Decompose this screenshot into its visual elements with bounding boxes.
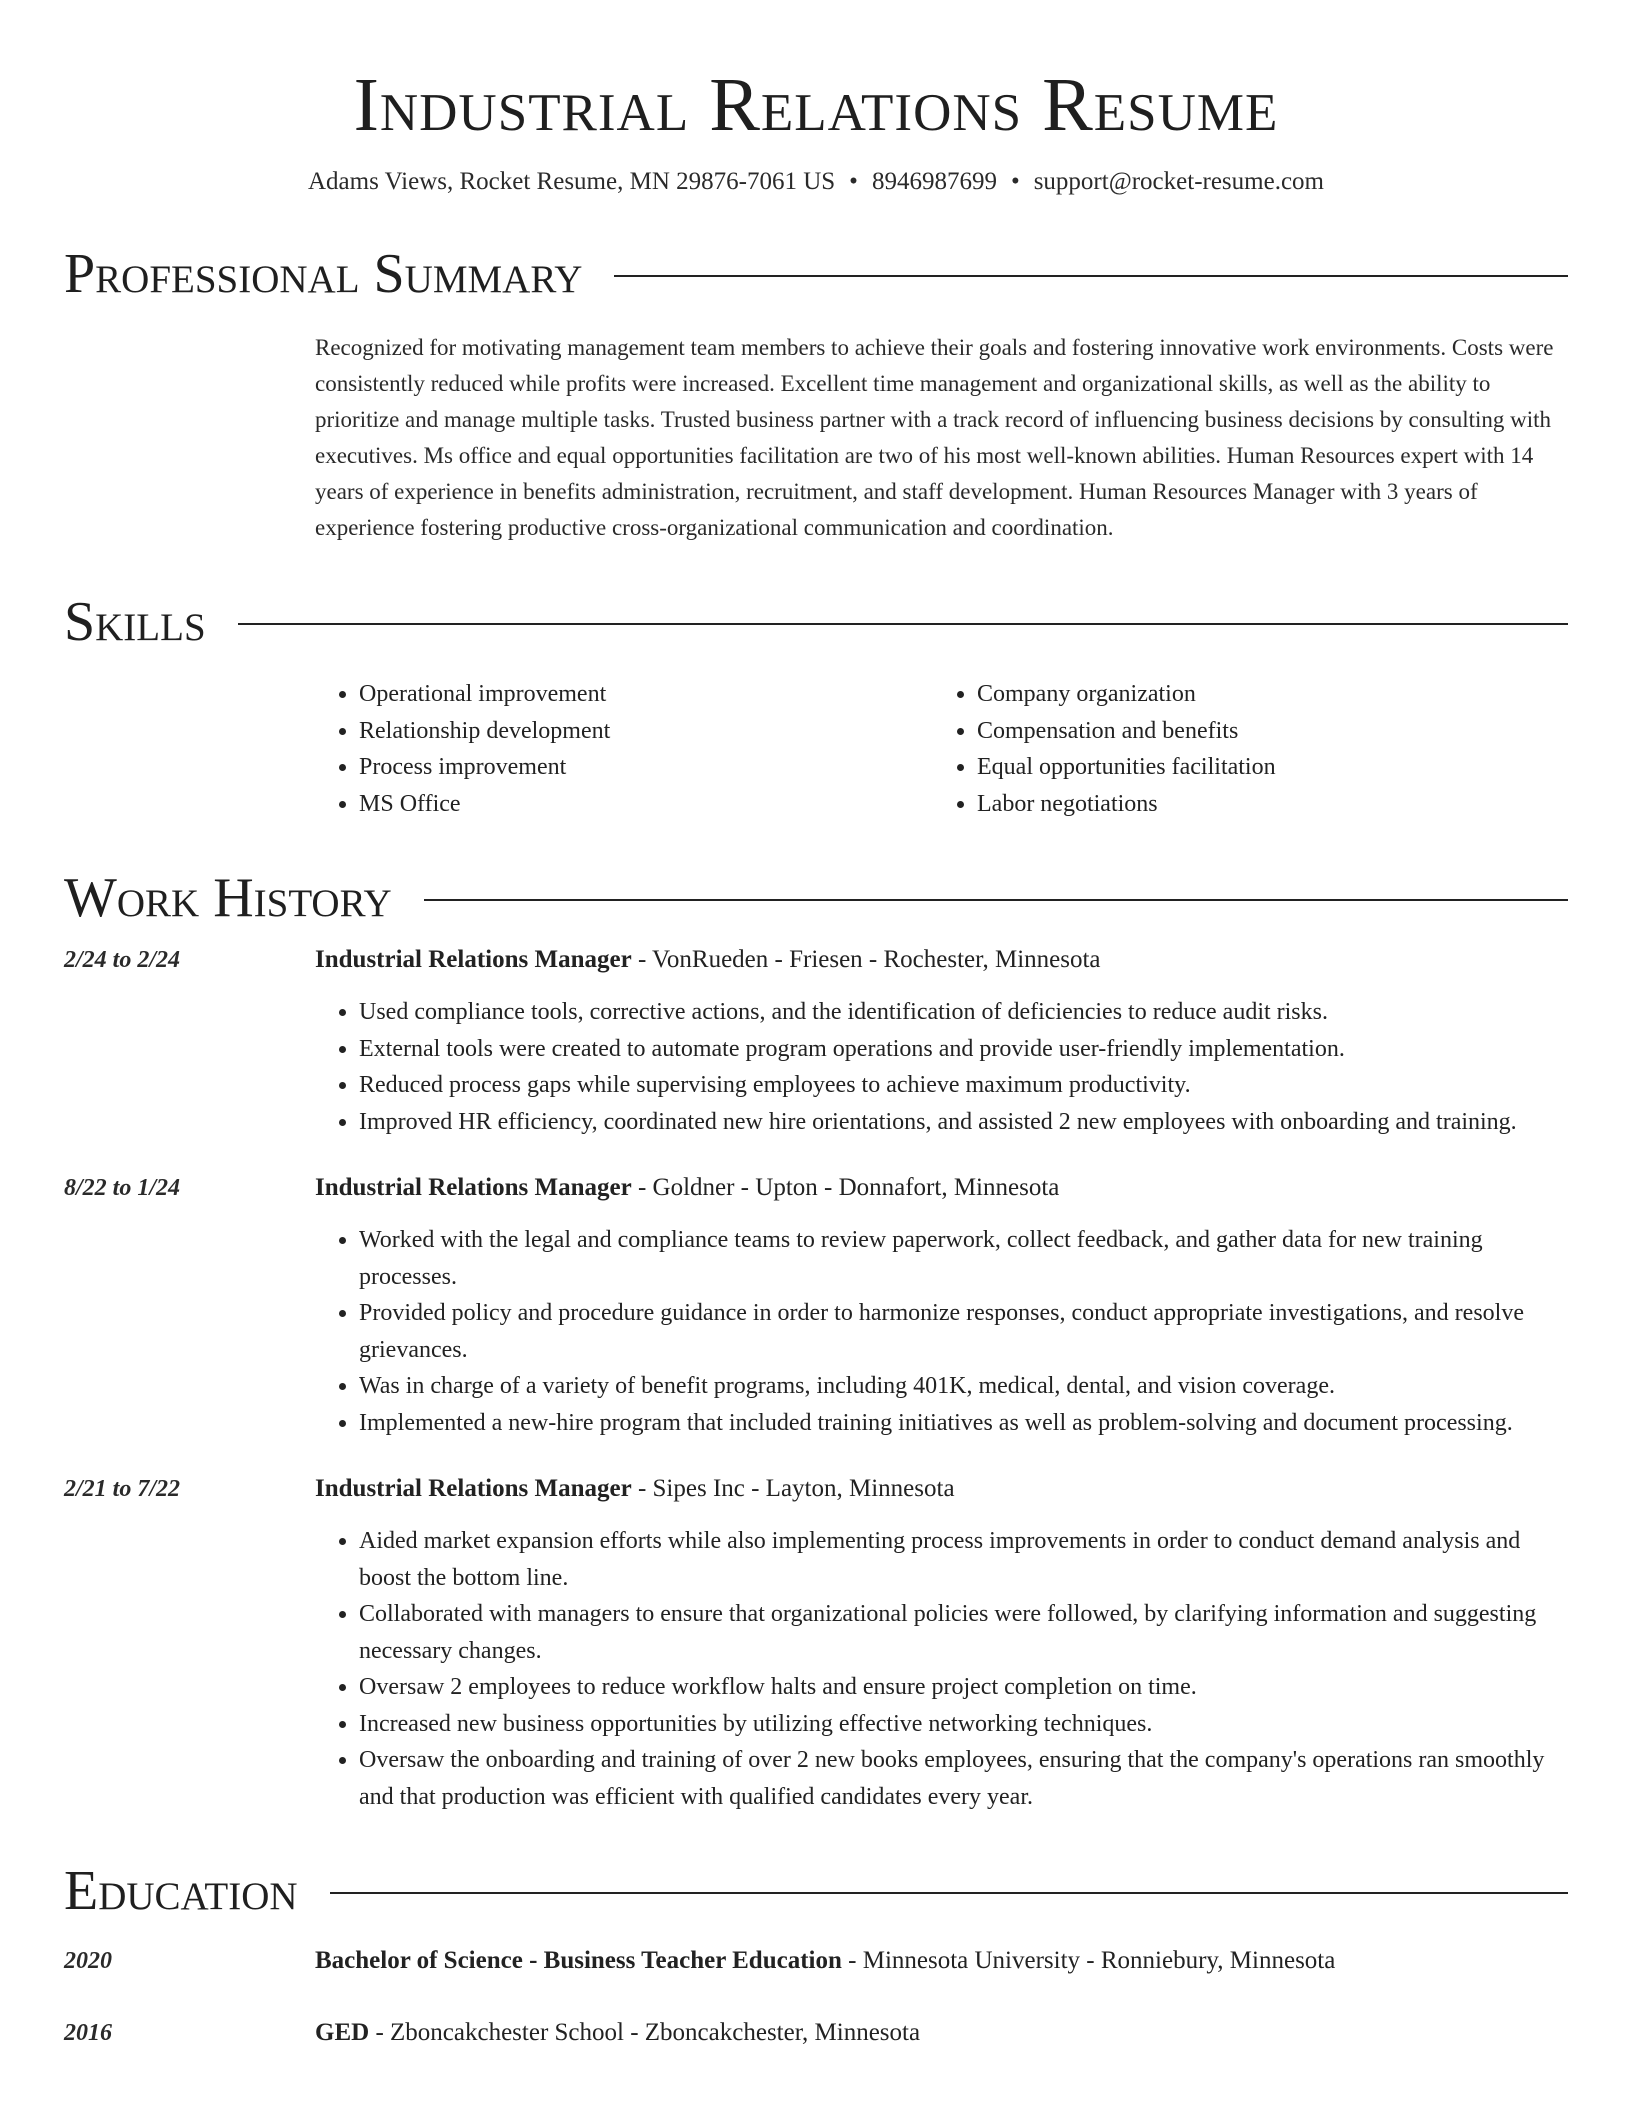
- job-entry: [64, 1471, 1568, 1815]
- section-divider: [424, 899, 1568, 901]
- section-divider: [614, 275, 1568, 277]
- resume-page: [64, 0, 1568, 2051]
- summary-text: Recognized for motivating management team members to achieve their goals and fostering innovative work environments. Costs were consistently reduced while profits were increased. Excellent time management and organizational skills, as well as the ability to prioritize and manage multiple tasks. Trusted business partner with a track record of influencing business decisions by consulting with executives. Ms office and equal opportunities facilitation are two of his most well-known abilities. Human Resources expert with 14 years of experience in benefits administration, recruitment, and staff development. Human Resources Manager with 3 years of experience fostering productive cross-organizational communication and coordination.: [315, 335, 1554, 540]
- skill-item: • Labor negotiations: [977, 786, 1551, 823]
- job-body: [315, 1471, 1568, 1815]
- education-degree: Bachelor of Science - Business Teacher Education: [315, 1947, 842, 1974]
- job-entry: [64, 1170, 1568, 1441]
- education-details: [315, 2015, 920, 2051]
- job-bullets: [315, 1523, 1568, 1815]
- job-bullet: • Reduced process gaps while supervising employees to achieve maximum productivity.: [359, 1067, 1568, 1104]
- skill-item: • Operational improvement: [359, 676, 933, 713]
- skill-item: • MS Office: [359, 786, 933, 823]
- contact-phone: 8946987699: [871, 168, 997, 195]
- job-bullet: • External tools were created to automate program operations and provide user-friendly implementation.: [359, 1031, 1568, 1068]
- job-title: Industrial Relations Manager: [315, 1475, 632, 1502]
- job-body: [315, 942, 1568, 1140]
- job-header: [315, 1471, 1568, 1507]
- job-bullet: • Worked with the legal and compliance teams to review paperwork, collect feedback, and gather data for new training processes.: [359, 1222, 1568, 1295]
- work-heading: Work History: [64, 867, 392, 929]
- skills-section-header: [64, 590, 1568, 654]
- education-entry: [64, 1943, 1568, 1979]
- job-bullets: [315, 994, 1568, 1140]
- work-section-header: [64, 866, 1568, 930]
- skills-heading: Skills: [64, 591, 206, 653]
- contact-address: Adams Views, Rocket Resume, MN 29876-7061 US: [307, 168, 836, 195]
- job-bullet: • Oversaw the onboarding and training of over 2 new books employees, ensuring that the company's operations ran smoothly and that production was efficient with qualified candidates every year.: [359, 1742, 1568, 1815]
- job-bullet: • Collaborated with managers to ensure that organizational policies were followed, by clarifying information and suggesting necessary changes.: [359, 1596, 1568, 1669]
- job-dates: 2/21 to 7/22: [64, 1476, 181, 1502]
- job-bullet: • Implemented a new-hire program that included training initiatives as well as problem-solving and document processing.: [359, 1405, 1568, 1442]
- summary-section-header: [64, 242, 1568, 306]
- section-divider: [238, 623, 1568, 625]
- job-dates: 8/22 to 1/24: [64, 1175, 181, 1201]
- contact-email: support@rocket-resume.com: [1033, 168, 1324, 195]
- education-school: - Zboncakchester School - Zboncakchester, Minnesota: [369, 2019, 921, 2046]
- summary-heading: Professional Summary: [64, 243, 583, 305]
- education-school: - Minnesota University - Ronniebury, Minnesota: [841, 1947, 1336, 1974]
- education-details: [315, 1943, 1335, 1979]
- job-entry: [64, 942, 1568, 1140]
- education-year: 2020: [64, 1948, 112, 1974]
- job-title: Industrial Relations Manager: [315, 1174, 632, 1201]
- job-employer: - Sipes Inc - Layton, Minnesota: [631, 1475, 955, 1502]
- job-bullet: • Oversaw 2 employees to reduce workflow halts and ensure project completion on time.: [359, 1669, 1568, 1706]
- skill-item: • Equal opportunities facilitation: [977, 749, 1551, 786]
- job-bullet: • Was in charge of a variety of benefit programs, including 401K, medical, dental, and vision coverage.: [359, 1368, 1568, 1405]
- contact-line: [64, 166, 1568, 198]
- skill-item: • Compensation and benefits: [977, 713, 1551, 750]
- job-employer: - VonRueden - Friesen - Rochester, Minnesota: [631, 946, 1101, 973]
- job-header: [315, 1170, 1568, 1206]
- job-bullets: [315, 1222, 1568, 1441]
- job-dates: 2/24 to 2/24: [64, 947, 181, 973]
- skills-list: [315, 676, 1568, 822]
- job-employer: - Goldner - Upton - Donnafort, Minnesota: [631, 1174, 1060, 1201]
- contact-separator: •: [1010, 168, 1020, 195]
- education-degree: GED: [315, 2019, 370, 2046]
- contact-separator: •: [849, 168, 858, 195]
- job-bullet: • Aided market expansion efforts while also implementing process improvements in order to conduct demand analysis and boost the bottom line.: [359, 1523, 1568, 1596]
- skill-item: • Relationship development: [359, 713, 933, 750]
- skills-column-left: [315, 676, 933, 822]
- job-body: [315, 1170, 1568, 1441]
- resume-title: Industrial Relations Resume: [353, 63, 1279, 147]
- job-bullet: • Provided policy and procedure guidance in order to harmonize responses, conduct appropriate investigations, and resolve grievances.: [359, 1295, 1568, 1368]
- job-title: Industrial Relations Manager: [315, 946, 632, 973]
- education-section-header: [64, 1859, 1568, 1923]
- section-divider: [330, 1892, 1568, 1894]
- job-header: [315, 942, 1568, 978]
- education-year: 2016: [64, 2020, 112, 2046]
- job-bullet: • Increased new business opportunities by utilizing effective networking techniques.: [359, 1706, 1568, 1743]
- education-heading: Education: [64, 1860, 298, 1922]
- job-bullet: • Used compliance tools, corrective actions, and the identification of deficiencies to reduce audit risks.: [359, 994, 1568, 1031]
- skill-item: • Process improvement: [359, 749, 933, 786]
- skills-column-right: [933, 676, 1551, 822]
- education-entry: [64, 2015, 1568, 2051]
- job-bullet: • Improved HR efficiency, coordinated new hire orientations, and assisted 2 new employees with onboarding and training.: [359, 1104, 1568, 1141]
- skill-item: • Company organization: [977, 676, 1551, 713]
